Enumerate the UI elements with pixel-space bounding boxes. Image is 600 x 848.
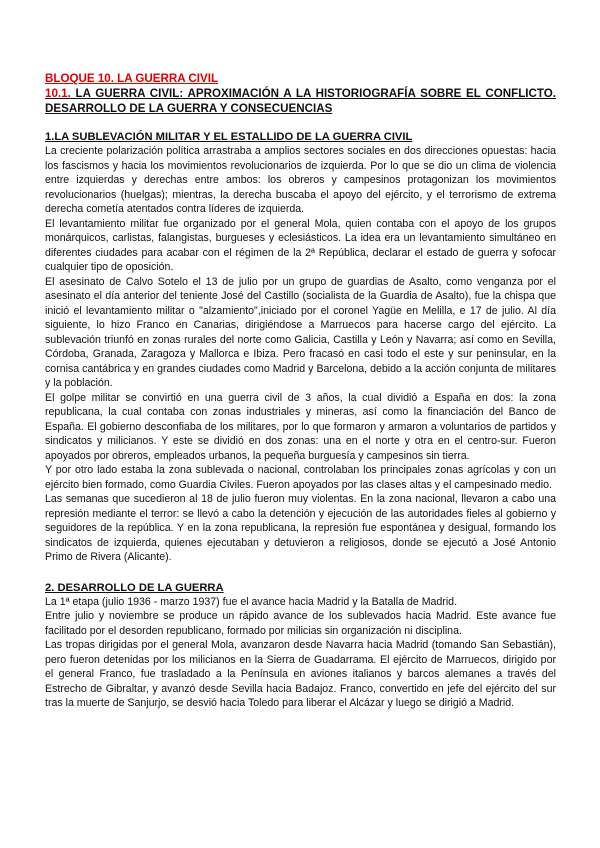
paragraph: Y por otro lado estaba la zona sublevada o nacional, controlaban los principales zonas agrícolas y con un ejército bien formado, como Guardia Civiles. Fueron apoyados por las clases altas y el campesinado medio. — [45, 464, 556, 491]
paragraph: El asesinato de Calvo Sotelo el 13 de julio por un grupo de guardias de Asalto, como venganza por el asesinato el día anterior del teniente José del Castillo (socialista de la Guardia de Asalto), fue la chispa que inició el levantamiento militar o "alzamiento",iniciado por el coronel Yagüe en Melilla, e 17 de julio. Al día siguiente, lo hizo Franco en Canarias, dirigiéndose a Marruecos para hacerse cargo del ejército. La sublevación triunfó en zonas rurales del norte como Galicia, Castilla y León y Navarra; así como en Sevilla, Córdoba, Granada, Zaragoza y Mallorca e Ibiza. Pero fracasó en casi todo el este y sur peninsular, en la cornisa cantábrica y en grandes ciudades como Madrid y Barcelona, debido a la acción conjunta de militares y la población. — [45, 275, 556, 389]
paragraph: El levantamiento militar fue organizado por el general Mola, quien contaba con el apoyo de los grupos monárquicos, carlistas, falangistas, burgueses y eclesiásticos. La idea era un levantamiento simultáneo en diferentes ciudades para acabar con el régimen de la 2ª República, declarar el estado de guerra y sofocar cualquier tipo de oposición. — [45, 217, 556, 273]
paragraph: La creciente polarización política arrastraba a amplios sectores sociales en dos direcciones opuestas: hacia los fascismos y hacia los movimientos revolucionarios de izquierda. Por lo que se dio un clima de violencia entre izquierdas y derechas entre ambos: los obreros y campesinos protagonizan los movimientos revolucionarios (huelgas); mientras, la derecha buscaba el apoyo del ejército, y el terrorismo de extrema derecha cometía atentados contra líderes de izquierda. — [45, 145, 556, 215]
paragraph: El golpe militar se convirtió en una guerra civil de 3 años, la cual dividió a España en dos: la zona republicana, la cual contaba con zonas industriales y mineras, así como la financiación del Banco de España. El gobierno desconfiaba de los militares, por lo que formaron y armaron a voluntarios de partidos y sindicatos y milicianos. Y este se dividió en dos zonas: una en el norte y otra en el centro-sur. Fueron apoyados por obreros, empleados urbanos, la pequeña burguesía y campesinos sin tierra. — [45, 391, 556, 462]
section-1-title: 1.LA SUBLEVACIÓN MILITAR Y EL ESTALLIDO DE LA GUERRA CIVIL — [45, 131, 413, 143]
paragraph: Las tropas dirigidas por el general Mola, avanzaron desde Navarra hacia Madrid (tomando San Sebastián), pero fueron detenidas por los milicianos en la Sierra de Guadarrama. El ejército de Marruecos, dirigido por el general Franco, fue trasladado a la Península en aviones italianos y barcos alemanes a través del Estrecho de Gibraltar, y avanzó desde Sevilla hacia Badajoz. Franco, convertido en jefe del ejército del sur tras la muerte de Sanjurjo, se desvió hacia Toledo para liberar el Alcázar y luego se dirigió a Madrid. — [45, 639, 556, 709]
section-sublevacion — [45, 130, 556, 565]
unit-title-text: LA GUERRA CIVIL: APROXIMACIÓN A LA HISTORIOGRAFÍA SOBRE EL CONFLICTO. DESARROLLO DE LA GUERRA Y CONSECUENCIAS — [45, 87, 556, 115]
paragraph: La 1ª etapa (julio 1936 - marzo 1937) fue el avance hacia Madrid y la Batalla de Madrid. — [45, 595, 458, 608]
section-2-title: 2. DESARROLLO DE LA GUERRA — [45, 581, 224, 594]
paragraph: Entre julio y noviembre se produce un rápido avance de los sublevados hacia Madrid. Este avance fue facilitado por el desorden republicano, formado por milicias sin organización ni disciplina. — [45, 610, 556, 637]
block-title: BLOQUE 10. LA GUERRA CIVIL — [45, 72, 219, 85]
paragraph: Las semanas que sucedieron al 18 de julio fueron muy violentas. En la zona nacional, llevaron a cabo una represión mediante el terror: se llevó a cabo la detención y ejecución de las autoridades fieles al gobierno y seguidores de la república. Y en la zona republicana, la represión fue espontánea y desigual, formando los sindicatos de izquierda, quienes ejecutaban y detuvieron a religiosos, donde se ejecutó a José Antonio Primo de Rivera (Alicante). — [45, 493, 556, 563]
unit-number: 10.1. — [45, 87, 71, 100]
unit-title — [45, 86, 556, 116]
section-desarrollo — [45, 581, 556, 711]
